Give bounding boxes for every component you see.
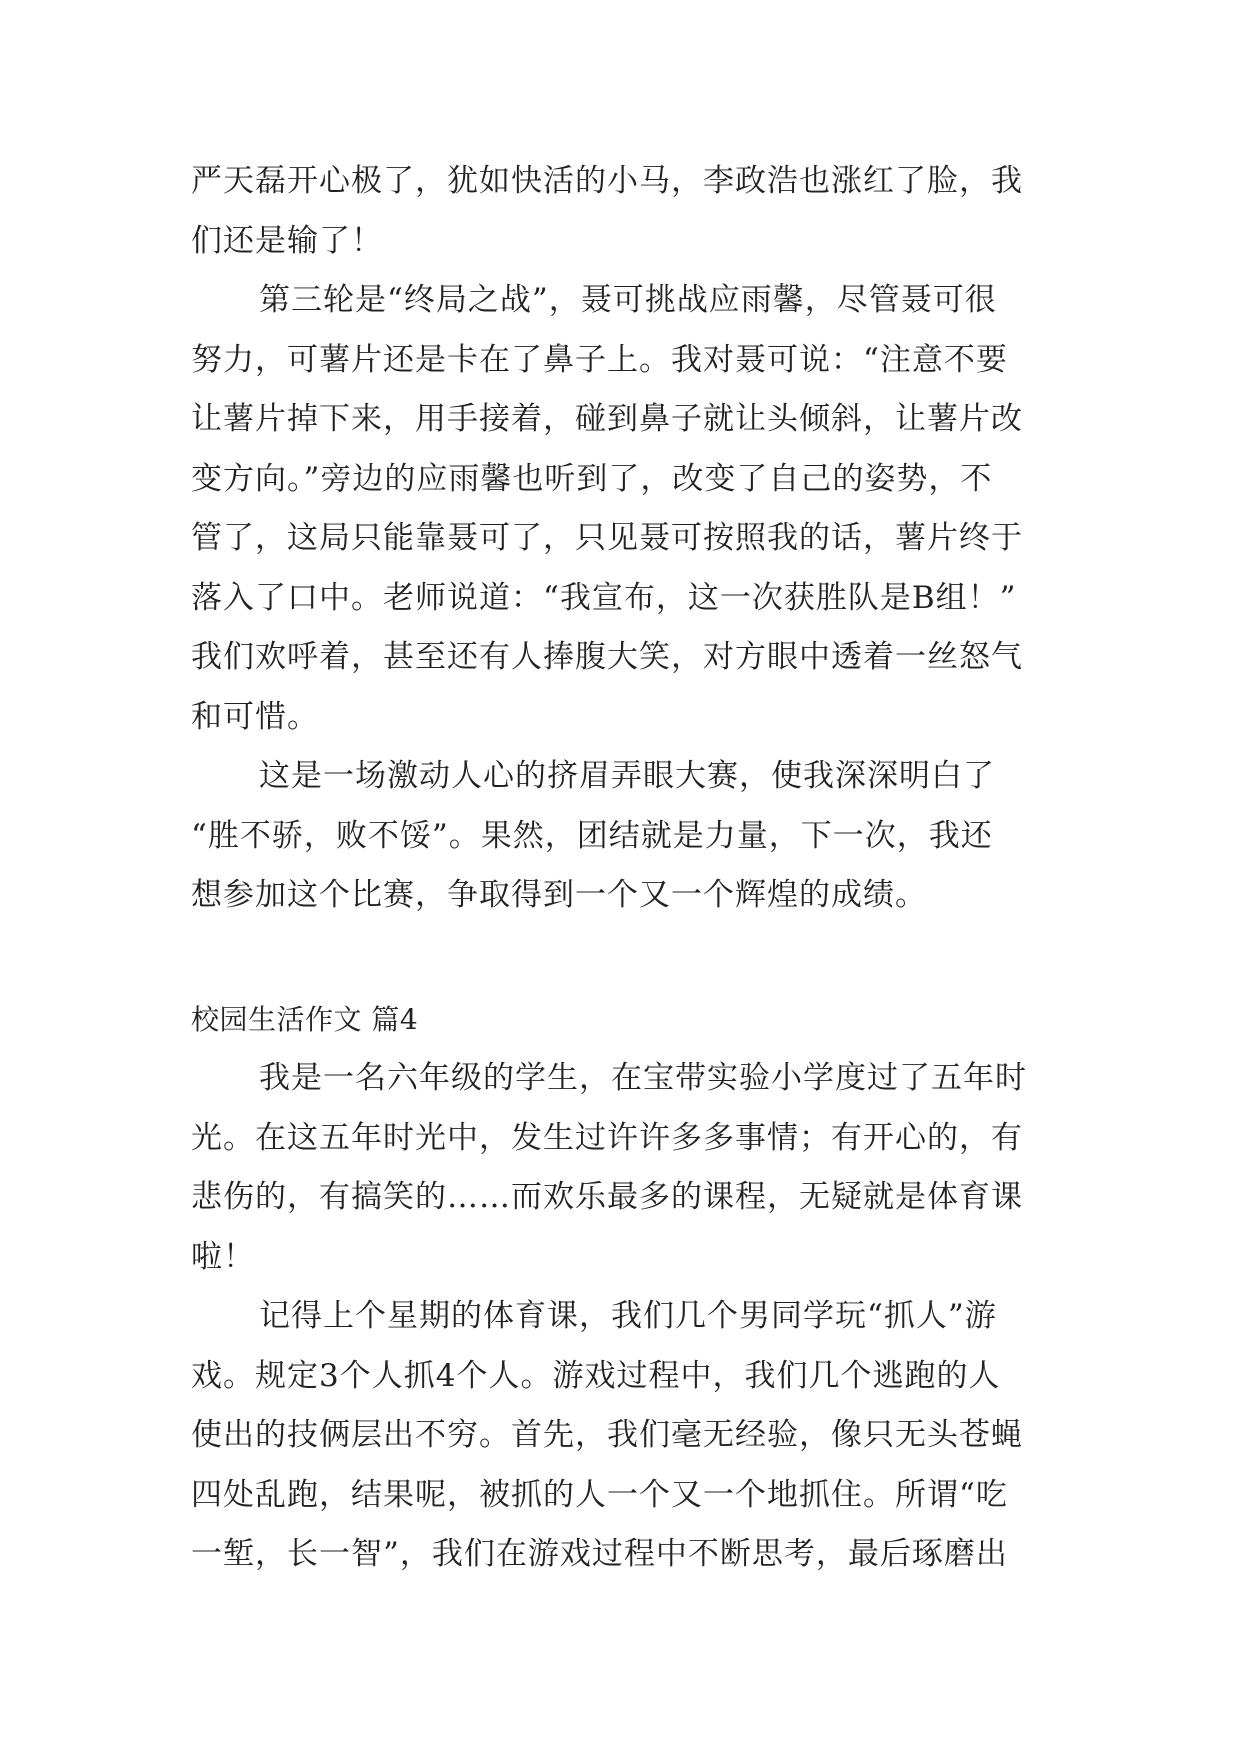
text-line: 四处乱跑，结果呢，被抓的人一个又一个地抓住。所谓“吃 <box>191 1476 1008 1513</box>
text-line: 啦！ <box>191 1238 255 1275</box>
text-line: 们还是输了！ <box>191 222 383 259</box>
paragraph <box>191 271 1053 747</box>
text-line: “胜不骄，败不馁”。果然，团结就是力量，下一次，我还 <box>191 817 993 854</box>
section-heading: 校园生活作文 篇4 <box>191 1002 419 1036</box>
text-line: 严天磊开心极了，犹如快活的小马，李政浩也涨红了脸，我 <box>191 163 1023 199</box>
text-line: 一堑，长一智”，我们在游戏过程中不断思考，最后琢磨出 <box>191 1536 1008 1572</box>
text-line: 落入了口中。老师说道：“我宣布，这一次获胜队是B组！” <box>191 579 1017 616</box>
text-line: 悲伤的，有搞笑的……而欢乐最多的课程，无疑就是体育课 <box>191 1179 1023 1215</box>
text-line: 第三轮是“终局之战”，聂可挑战应雨馨，尽管聂可很 <box>259 282 997 318</box>
text-line: 记得上个星期的体育课，我们几个男同学玩“抓人”游 <box>259 1298 997 1334</box>
text-line: 光。在这五年时光中，发生过许许多多事情；有开心的，有 <box>191 1119 1023 1156</box>
text-line: 使出的技俩层出不穷。首先，我们毫无经验，像只无头苍蝇 <box>191 1417 1023 1453</box>
paragraph <box>191 152 1053 271</box>
text-line: 这是一场激动人心的挤眉弄眼大赛，使我深深明白了 <box>259 758 995 794</box>
paragraph <box>191 747 1053 926</box>
text-line: 想参加这个比赛，争取得到一个又一个辉煌的成绩。 <box>191 877 927 913</box>
paragraph <box>191 1287 1053 1585</box>
text-line: 管了，这局只能靠聂可了，只见聂可按照我的话，薯片终于 <box>191 520 1023 556</box>
text-line: 我们欢呼着，甚至还有人捧腹大笑，对方眼中透着一丝怒气 <box>191 639 1023 675</box>
text-line: 戏。规定3个人抓4个人。游戏过程中，我们几个逃跑的人 <box>191 1357 1001 1394</box>
text-line: 我是一名六年级的学生，在宝带实验小学度过了五年时 <box>259 1060 1027 1096</box>
text-line: 和可惜。 <box>191 698 319 735</box>
text-line: 变方向。”旁边的应雨馨也听到了，改变了自己的姿势，不 <box>191 460 993 497</box>
paragraph <box>191 1049 1053 1287</box>
text-line: 努力，可薯片还是卡在了鼻子上。我对聂可说：“注意不要 <box>191 341 1008 378</box>
document-body <box>191 152 1053 1585</box>
text-line: 让薯片掉下来，用手接着，碰到鼻子就让头倾斜，让薯片改 <box>191 401 1023 437</box>
section-gap <box>191 926 1053 990</box>
